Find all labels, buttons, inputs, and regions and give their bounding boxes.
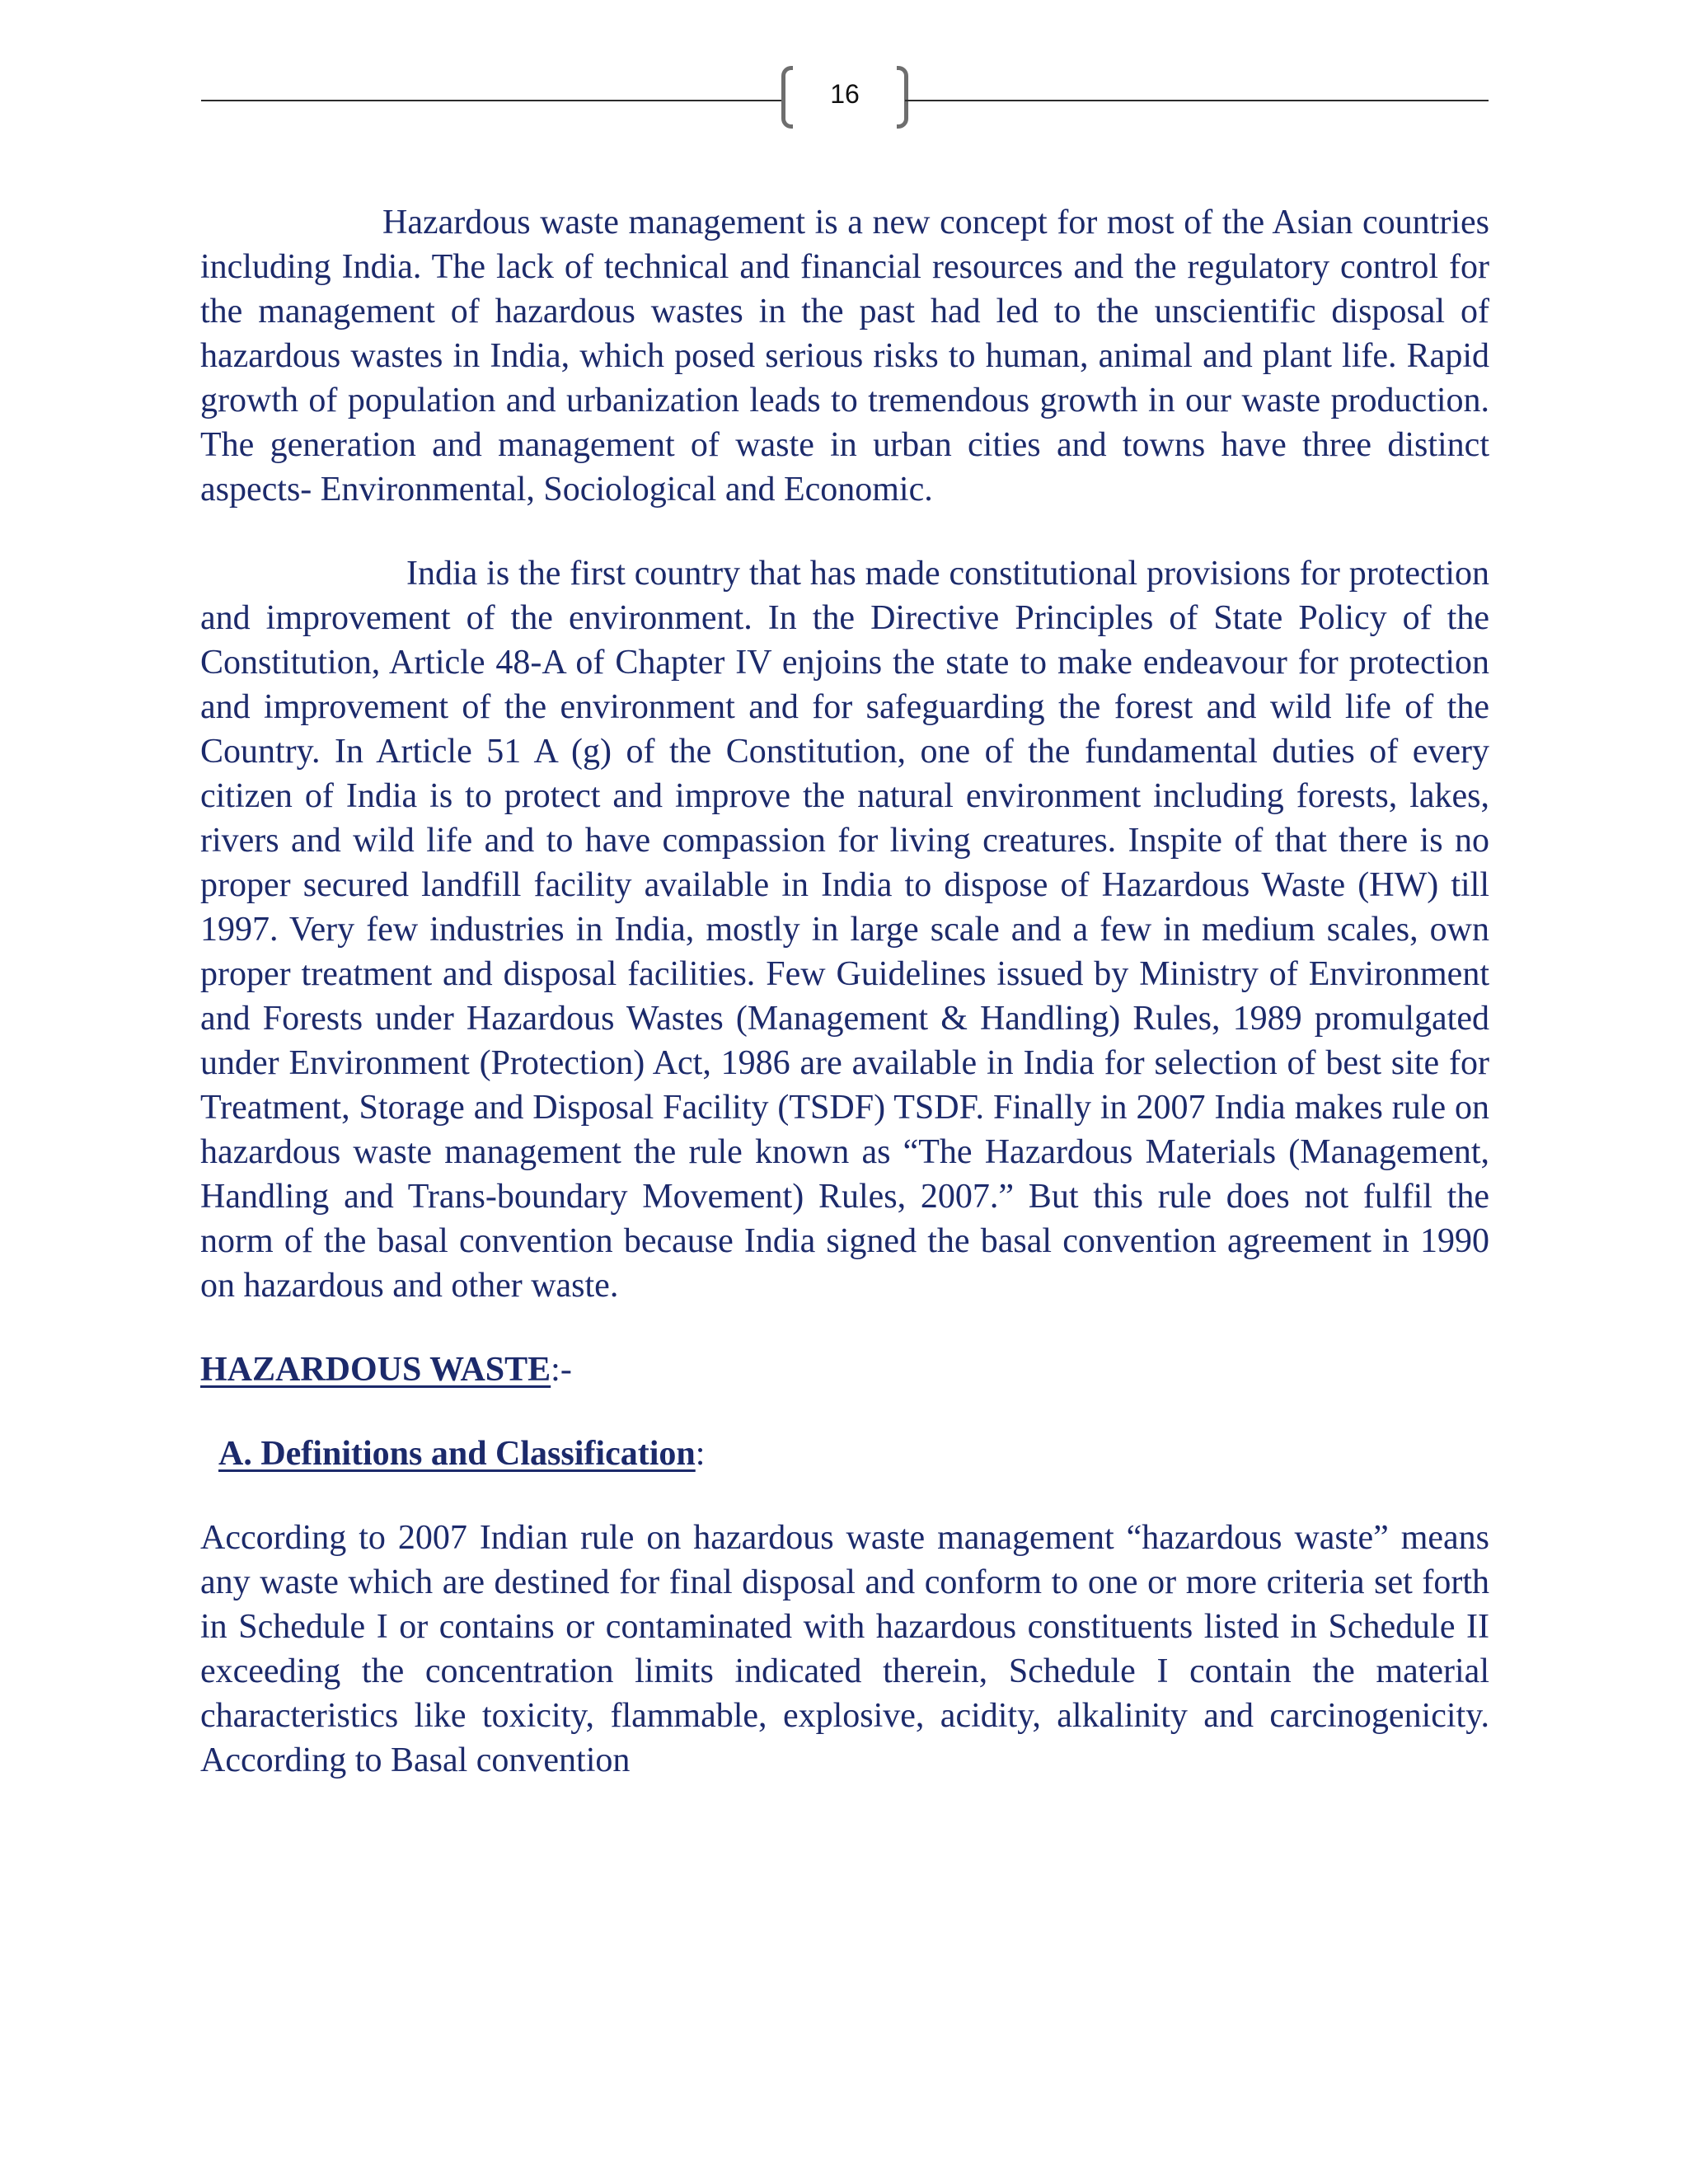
paragraph-intro: Hazardous waste management is a new concept for most of the Asian countries including India. The lack of technical and financial resources and the regulatory control for the management of hazardous wastes in the past had led to the unscientific disposal of hazardous wastes in India, which posed serious risks to human, animal and plant life. Rapid growth of population and urbanization leads to tremendous growth in our waste production. The generation and management of waste in urban cities and towns have three distinct aspects- Environmental, Sociological and Economic. (200, 204, 1489, 509)
section-heading-suffix: :- (551, 1351, 572, 1389)
section-heading-title: HAZARDOUS WASTE (200, 1351, 551, 1389)
subsection-heading-title: A. Definitions and Classification (218, 1435, 696, 1473)
page-number: 16 (830, 79, 860, 109)
section-heading (200, 1347, 1489, 1392)
paragraph-definition: According to 2007 Indian rule on hazardous waste management “hazardous waste” means any waste which are destined for final disposal and conform to one or more criteria set forth in Schedule I or contains or contaminated with hazardous constituents listed in Schedule II exceeding the concentration limits indicated therein, Schedule I contain the material characteristics like toxicity, flammable, explosive, acidity, alkalinity and carcinogenicity. According to Basal convention (200, 1519, 1489, 1779)
subsection-heading (218, 1432, 1489, 1476)
page-number-bracket-left (781, 66, 793, 129)
page-number-bracket-right (897, 66, 908, 129)
subsection-heading-suffix: : (695, 1435, 706, 1473)
header-rule-right (905, 100, 1489, 101)
document-body (200, 200, 1489, 1783)
paragraph-constitution: India is the first country that has made constitutional provisions for protection and improvement of the environment. In the Directive Principles of State Policy of the Constitution, Article 48-A of Chapter IV enjoins the state to make endeavour for protection and improvement of the environment and for safeguarding the forest and wild life of the Country. In Article 51 A (g) of the Constitution, one of the fundamental duties of every citizen of India is to protect and improve the natural environment including forests, lakes, rivers and wild life and to have compassion for living creatures. Inspite of that there is no proper secured landfill facility available in India to dispose of Hazardous Waste (HW) till 1997. Very few industries in India, mostly in large scale and a few in medium scales, own proper treatment and disposal facilities. Few Guidelines issued by Ministry of Environment and Forests under Hazardous Wastes (Management & Handling) Rules, 1989 promulgated under Environment (Protection) Act, 1986 are available in India for selection of best site for Treatment, Storage and Disposal Facility (TSDF) TSDF. Finally in 2007 India makes rule on hazardous waste management the rule known as “The Hazardous Materials (Management, Handling and Trans-boundary Movement) Rules, 2007.” But this rule does not fulfil the norm of the basal convention because India signed the basal convention agreement in 1990 on hazardous and other waste. (200, 555, 1489, 1305)
header-rule-left (201, 100, 785, 101)
